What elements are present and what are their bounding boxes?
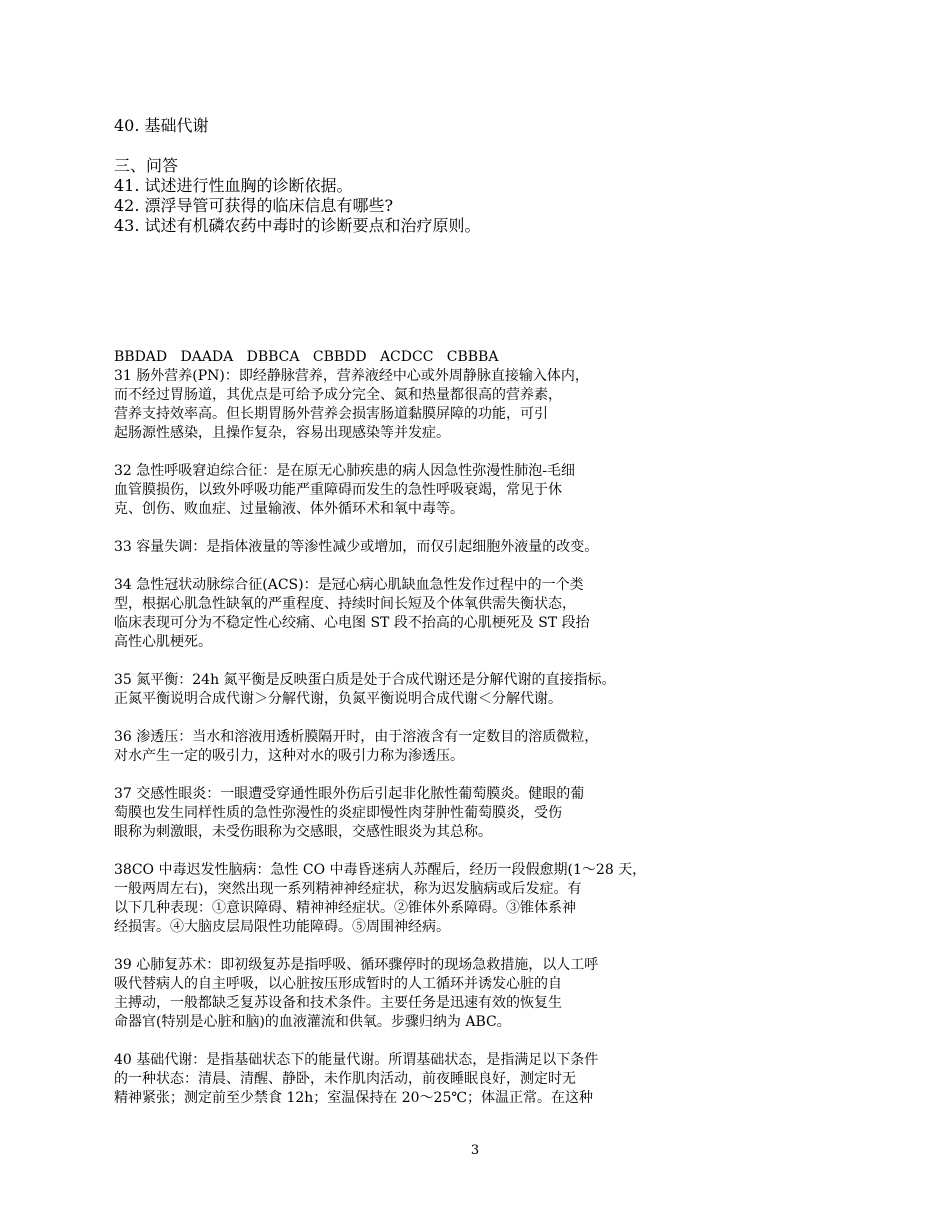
definition-line: 高性心肌梗死。 [114, 634, 212, 650]
definition-line: 38CO 中毒迟发性脑病：急性 CO 中毒昏迷病人苏醒后，经历一段假愈期(1～28 天， [114, 862, 647, 878]
definition-line: 而不经过胃肠道，其优点是可给予成分完全、氮和热量都很高的营养素， [114, 387, 562, 403]
page-number: 3 [470, 1143, 480, 1158]
definition-line: 以下几种表现：①意识障碍、精神神经症状。②锥体外系障碍。③锥体系神 [114, 900, 576, 916]
definition-line: 主搏动，一般都缺乏复苏设备和技术条件。主要任务是迅速有效的恢复生 [114, 995, 562, 1011]
definition-line: 命器官(特别是心脏和脑)的血液灌流和供氧。步骤归纳为 ABC。 [114, 1014, 511, 1030]
spacer [114, 136, 874, 156]
section-heading: 三、问答 [114, 156, 179, 175]
definition-line: 40 基础代谢：是指基础状态下的能量代谢。所谓基础状态，是指满足以下条件 [114, 1052, 599, 1068]
definition-line: 36 渗透压：当水和溶液用透析膜隔开时，由于溶液含有一定数目的溶质微粒， [114, 729, 599, 745]
definition-line: 眼称为刺激眼，未受伤眼称为交感眼，交感性眼炎为其总称。 [114, 824, 492, 840]
definition-line: 经损害。④大脑皮层局限性功能障碍。⑤周围神经病。 [114, 919, 450, 935]
definition-paragraph [114, 956, 874, 1032]
questions-block [114, 116, 874, 236]
definition-line: 萄膜也发生同样性质的急性弥漫性的炎症即慢性肉芽肿性葡萄膜炎，受伤 [114, 805, 562, 821]
definition-line: 克、创伤、败血症、过量输液、体外循环术和氧中毒等。 [114, 501, 464, 517]
definition-line: 正氮平衡说明合成代谢＞分解代谢，负氮平衡说明合成代谢＜分解代谢。 [114, 691, 562, 707]
definition-line: 的一种状态：清晨、清醒、静卧，未作肌肉活动，前夜睡眠良好，测定时无 [114, 1071, 576, 1087]
definition-line: 临床表现可分为不稳定性心绞痛、心电图 ST 段不抬高的心肌梗死及 ST 段抬 [114, 615, 590, 631]
definition-line: 营养支持效率高。但长期胃肠外营养会损害肠道黏膜屏障的功能，可引 [114, 406, 548, 422]
definition-paragraph [114, 1051, 874, 1108]
question-43: 43. 试述有机磷农药中毒时的诊断要点和治疗原则。 [114, 216, 481, 235]
definition-line: 一般两周左右)，突然出现一系列精神神经症状，称为迟发脑病或后发症。有 [114, 881, 582, 897]
question-41: 41. 试述进行性血胸的诊断依据。 [114, 176, 353, 195]
definition-line: 对水产生一定的吸引力，这种对水的吸引力称为渗透压。 [114, 748, 464, 764]
definition-line: 吸代替病人的自主呼吸，以心脏按压形成暂时的人工循环并诱发心脏的自 [114, 976, 562, 992]
definition-paragraph [114, 538, 874, 557]
question-42: 42. 漂浮导管可获得的临床信息有哪些? [114, 196, 394, 215]
definition-line: 31 肠外营养(PN)：即经静脉营养，营养液经中心或外周静脉直接输入体内， [114, 368, 589, 384]
definition-paragraph [114, 785, 874, 842]
item-40-term: 40. 基础代谢 [114, 116, 209, 135]
definition-line: 起肠源性感染，且操作复杂，容易出现感染等并发症。 [114, 425, 450, 441]
definition-line: 37 交感性眼炎：一眼遭受穿通性眼外伤后引起非化脓性葡萄膜炎。健眼的葡 [114, 786, 585, 802]
definition-paragraph [114, 671, 874, 709]
definition-line: 型，根据心肌急性缺氧的严重程度、持续时间长短及个体氧供需失衡状态， [114, 596, 576, 612]
definition-paragraph [114, 576, 874, 652]
definition-line: 精神紧张；测定前至少禁食 12h；室温保持在 20～25℃；体温正常。在这种 [114, 1090, 594, 1106]
definition-paragraph [114, 861, 874, 937]
definition-line: 39 心肺复苏术：即初级复苏是指呼吸、循环骤停时的现场急救措施，以人工呼 [114, 957, 599, 973]
definition-line: 33 容量失调：是指体液量的等渗性减少或增加，而仅引起细胞外液量的改变。 [114, 539, 599, 555]
answer-key: BBDAD DAADA DBBCA CBBDD ACDCC CBBBA [114, 349, 499, 365]
definition-paragraph [114, 367, 874, 443]
definitions-list [114, 367, 874, 1108]
definition-line: 血管膜损伤，以致外呼吸功能严重障碍而发生的急性呼吸衰竭，常见于休 [114, 482, 562, 498]
definition-line: 35 氮平衡：24h 氮平衡是反映蛋白质是处于合成代谢还是分解代谢的直接指标。 [114, 672, 616, 688]
definition-paragraph [114, 728, 874, 766]
definition-paragraph [114, 462, 874, 519]
definition-line: 32 急性呼吸窘迫综合征：是在原无心肺疾患的病人因急性弥漫性肺泡-毛细 [114, 463, 575, 479]
definition-line: 34 急性冠状动脉综合征(ACS)：是冠心病心肌缺血急性发作过程中的一个类 [114, 577, 584, 593]
answers-block [114, 348, 874, 1108]
